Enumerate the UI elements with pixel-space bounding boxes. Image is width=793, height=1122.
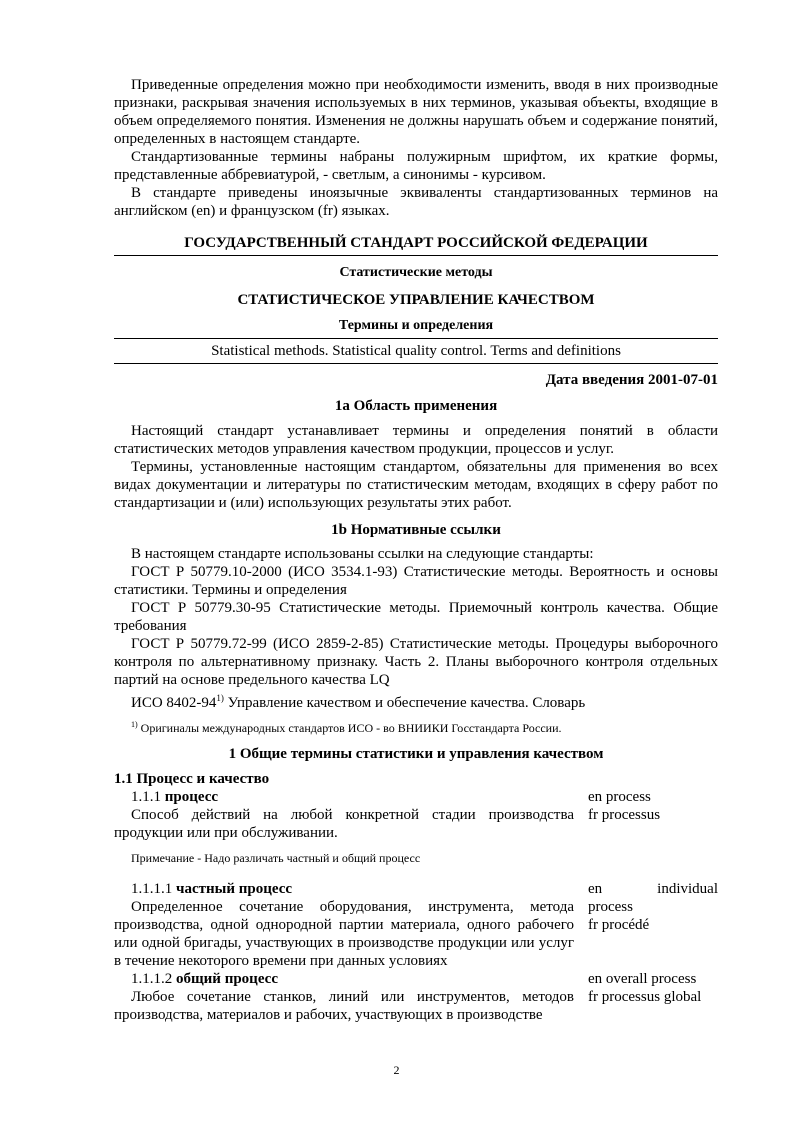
term-2-term: частный процесс	[176, 881, 293, 897]
term-3-definition: Любое сочетание станков, линий или инструментов, методов производства, материалов и рабочих, участвующих в производстве	[114, 989, 574, 1023]
term-2-en	[588, 880, 718, 898]
term-3-number: 1.1.1.2	[131, 971, 176, 987]
term-1-header-row	[114, 788, 718, 806]
term-2-en-word: individual	[657, 881, 718, 897]
term-2-name	[114, 880, 574, 898]
term-2-definition: Определенное сочетание оборудования, инструмента, метода производства, одной однородной партии материала, одного рабочего или одной бригады, участвующих в производстве продукции или услуг в течение некоторого времени при данных условиях	[114, 899, 574, 969]
subtitle-terms: Термины и определения	[338, 318, 494, 333]
term-2-en-continued: process	[588, 899, 633, 915]
term-1-name	[114, 788, 574, 806]
term-2-translations	[588, 898, 718, 970]
reference-1: ГОСТ Р 50779.10-2000 (ИСО 3534.1-93) Статистические методы. Вероятность и основы статистики. Термины и определения	[114, 564, 718, 598]
term-1-definition: Способ действий на любой конкретной стадии производства продукции или при обслуживании.	[114, 807, 574, 841]
term-1-note: Примечание - Надо различать частный и общий процесс	[131, 851, 421, 865]
subtitle-methods: Статистические методы	[339, 265, 493, 280]
term-2-fr: fr procédé	[588, 917, 650, 933]
footnote-mark: 1)	[131, 720, 138, 729]
intro-paragraph-1: Приведенные определения можно при необходимости изменить, вводя в них производные признаки, раскрывая значения используемых в них терминов, указывая объекты, входящие в объем определяемого понятия. Изменения не должны нарушать объем и содержание понятий, определенных в настоящем стандарте.	[114, 77, 718, 147]
term-1-en: en process	[588, 789, 651, 805]
term-1-number: 1.1.1	[131, 789, 165, 805]
references-heading: 1b Нормативные ссылки	[331, 522, 501, 538]
reference-4-code: ИСО 8402-94	[131, 695, 217, 711]
term-3-fr: fr processus global	[588, 989, 702, 1005]
reference-2: ГОСТ Р 50779.30-95 Статистические методы. Приемочный контроль качества. Общие требования	[114, 600, 718, 634]
reference-4	[114, 689, 718, 712]
term-2-definition-row	[114, 898, 718, 970]
term-3-definition-row	[114, 988, 718, 1024]
section-1-heading: 1 Общие термины статистики и управления качеством	[228, 746, 604, 762]
references-intro: В настоящем стандарте использованы ссылки на следующие стандарты:	[131, 546, 594, 562]
header-rule-bottom	[114, 338, 718, 339]
introduction-date: Дата введения 2001-07-01	[545, 372, 718, 388]
reference-3: ГОСТ Р 50779.72-99 (ИСО 2859-2-85) Статистические методы. Процедуры выборочного контроля по альтернативному признаку. Часть 2. Планы выборочного контроля отдельных партий на основе предельного качества LQ	[114, 636, 718, 688]
term-1-fr: fr processus	[588, 807, 661, 823]
footnote	[114, 717, 718, 736]
page-content	[114, 76, 718, 1024]
footnote-text: Оригиналы международных стандартов ИСО - во ВНИИКИ Госстандарта России.	[137, 721, 562, 735]
scope-heading: 1a Область применения	[334, 398, 498, 414]
term-1-term: процесс	[164, 789, 219, 805]
page-number: 2	[393, 1063, 400, 1077]
term-3-en: en overall process	[588, 971, 697, 987]
term-2-header-row	[114, 880, 718, 898]
term-3-header-row	[114, 970, 718, 988]
term-2-en-lang: en	[588, 881, 603, 897]
org-title: ГОСУДАРСТВЕННЫЙ СТАНДАРТ РОССИЙСКОЙ ФЕДЕРАЦИИ	[184, 235, 648, 251]
scope-paragraph-1: Настоящий стандарт устанавливает термины и определения понятий в области статистических методов управления качеством продукции, процессов и услуг.	[114, 423, 718, 457]
english-title: Statistical methods. Statistical quality control. Terms and definitions	[211, 343, 621, 359]
term-2-number: 1.1.1.1	[131, 881, 176, 897]
document-title: СТАТИСТИЧЕСКОЕ УПРАВЛЕНИЕ КАЧЕСТВОМ	[237, 292, 595, 308]
reference-4-footnote-mark: 1)	[216, 693, 224, 703]
scope-paragraph-2: Термины, установленные настоящим стандартом, обязательны для применения во всех видах документации и литературы по статистическим методам, входящих в сферу работ по стандартизации и (или) использующих результаты этих работ.	[114, 459, 718, 511]
intro-paragraph-3: В стандарте приведены иноязычные эквиваленты стандартизованных терминов на английском (en) и французском (fr) языках.	[114, 185, 718, 219]
term-3-name	[114, 970, 574, 988]
term-1-definition-row	[114, 806, 718, 842]
header-rule-top	[114, 255, 718, 256]
english-title-rule	[114, 363, 718, 364]
intro-paragraph-2: Стандартизованные термины набраны полужирным шрифтом, их краткие формы, представленные аббревиатурой, - светлым, а синонимы - курсивом.	[114, 149, 718, 183]
subsection-1-1-heading: 1.1 Процесс и качество	[114, 771, 270, 787]
reference-4-text: Управление качеством и обеспечение качества. Словарь	[223, 695, 586, 711]
term-3-term: общий процесс	[176, 971, 278, 987]
